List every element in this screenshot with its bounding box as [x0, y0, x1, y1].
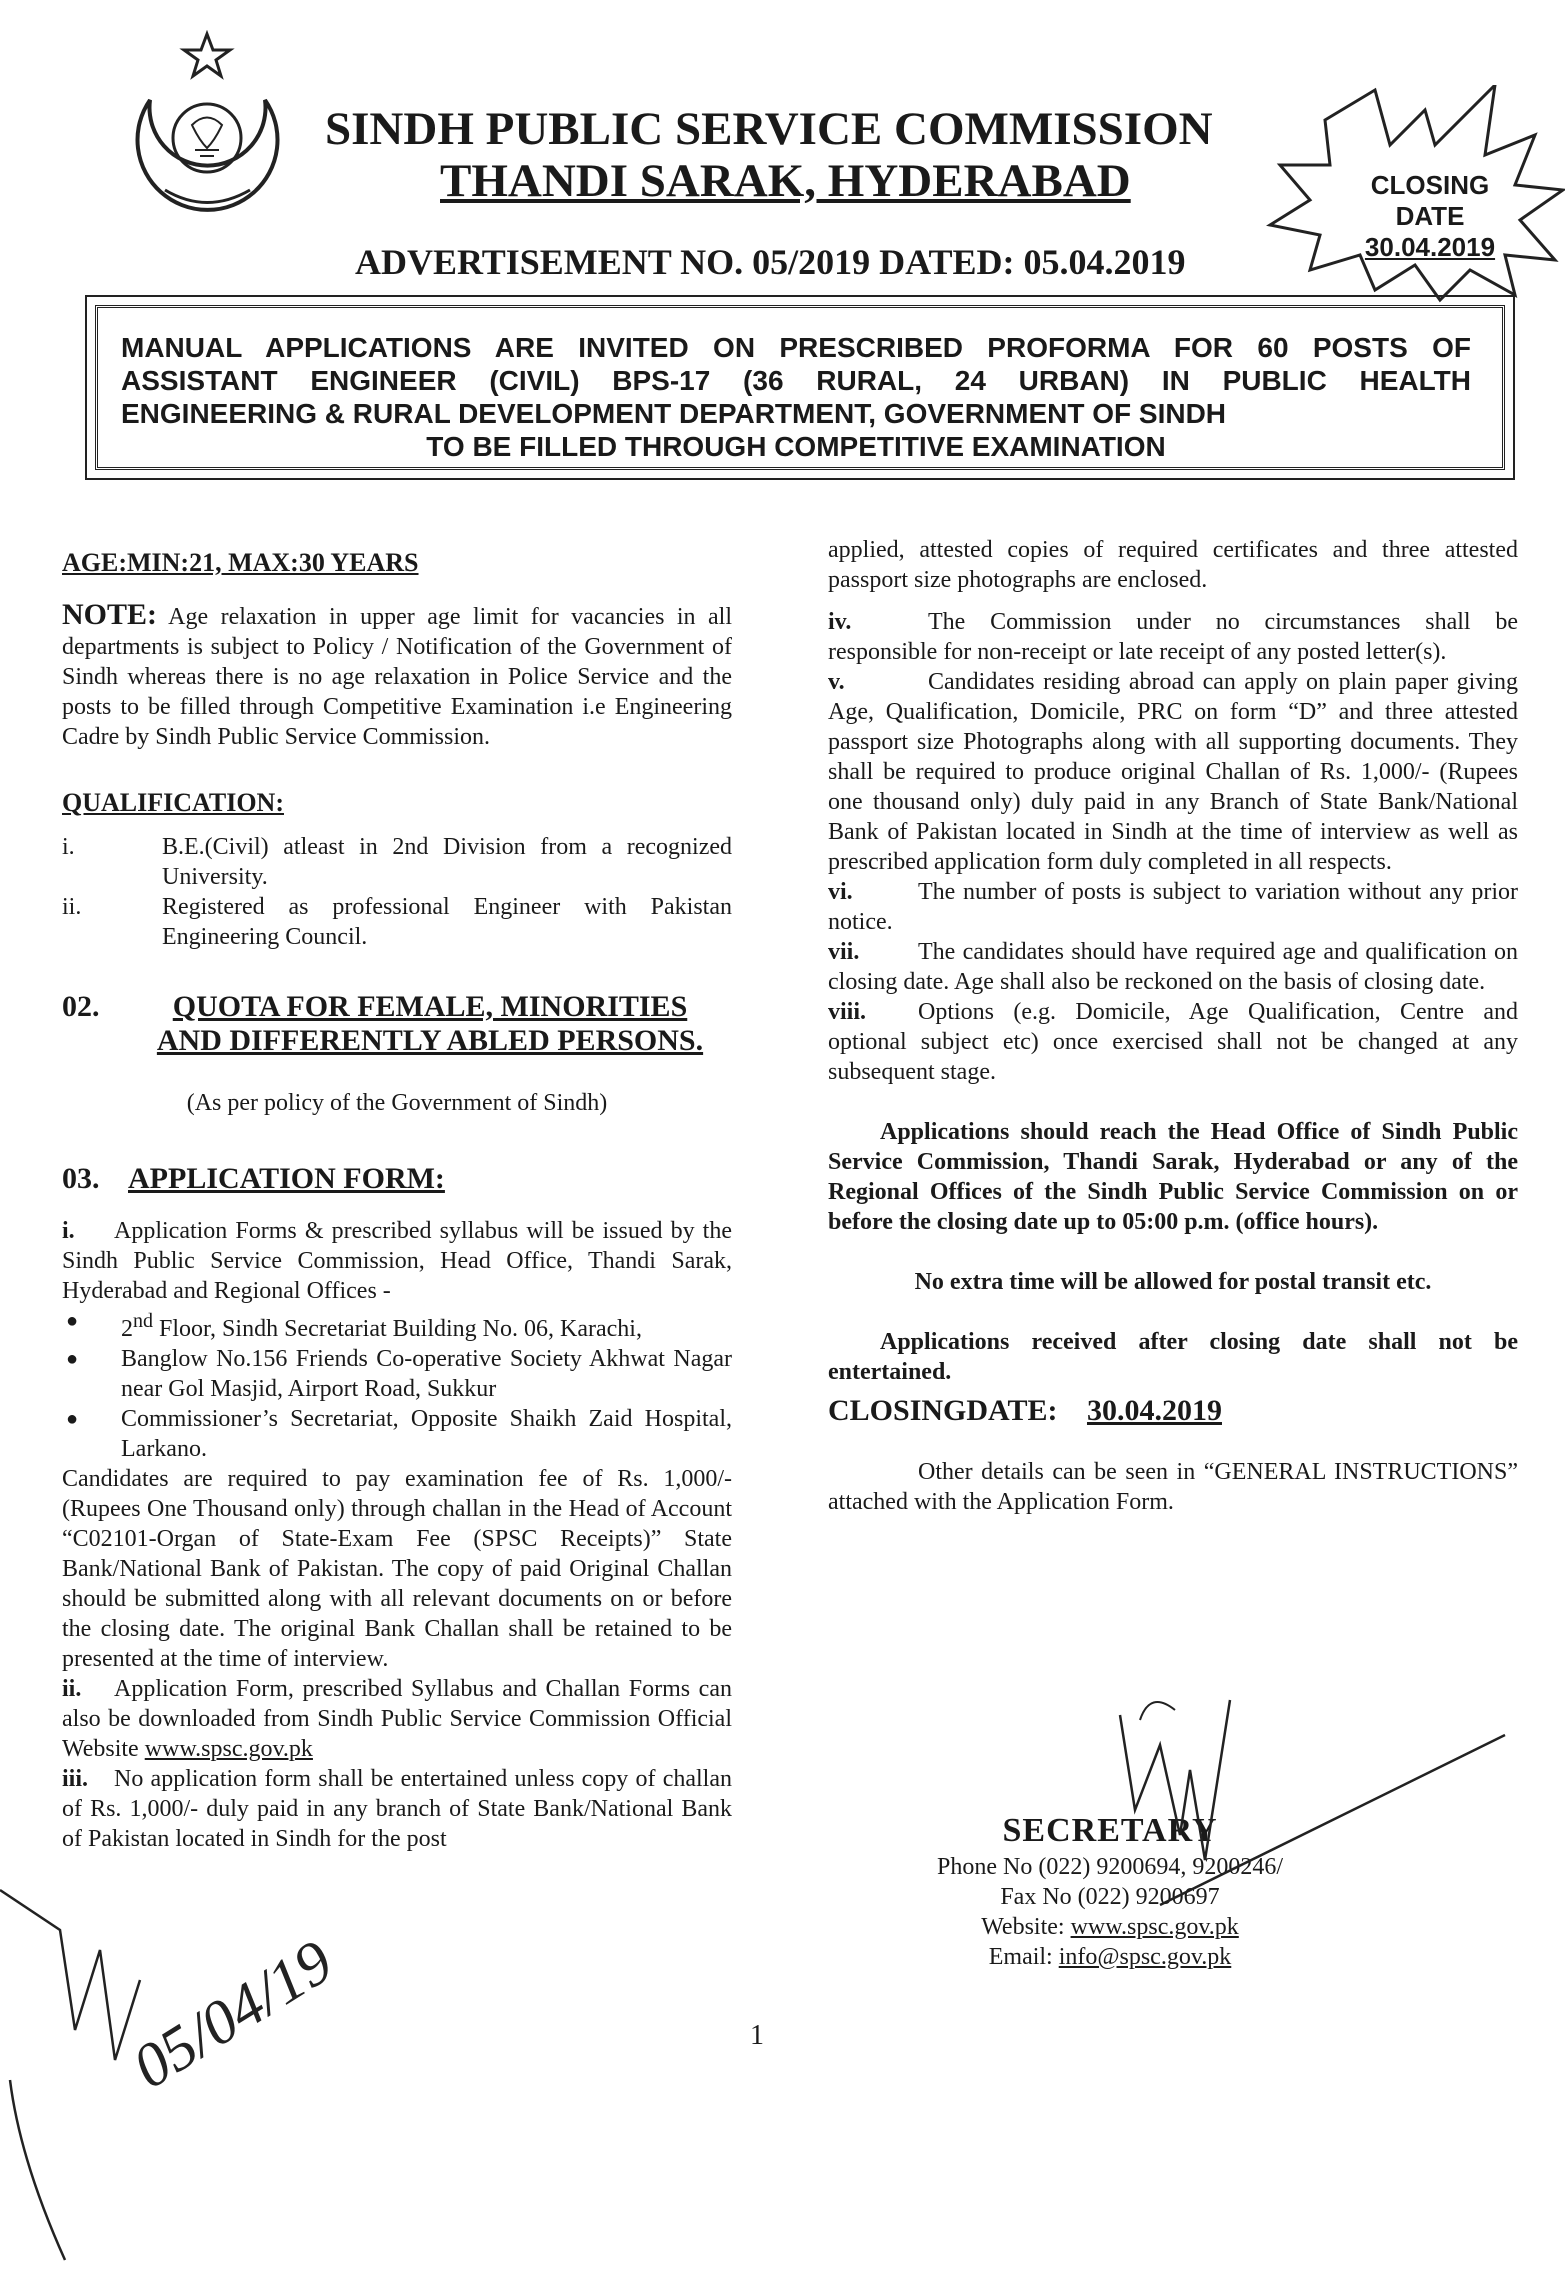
note-label: NOTE: [62, 598, 158, 631]
list-text: The number of posts is subject to variation without any prior notice. [828, 879, 1518, 935]
list-item [828, 997, 1518, 1087]
right-list [828, 607, 1518, 1087]
submission-notice: Applications should reach the Head Office of Sindh Public Service Commission, Thandi Sarak, Hyderabad or any of the Regional Offices of the Sindh Public Service Commission on or before the closing date up to 05:00 p.m. (office hours). [828, 1119, 1518, 1235]
list-number: i. [62, 834, 75, 860]
quota-number: 02. [62, 990, 100, 1023]
list-item [828, 607, 1518, 667]
closing-date-value: 30.04.2019 [1086, 1394, 1222, 1427]
office-text: 2nd Floor, Sindh Secretariat Building No. 06, Karachi, [121, 1310, 642, 1342]
list-item: ii. Application Form, prescribed Syllabus and Challan Forms can also be downloaded from Sindh Public Service Commission Official Website www.spsc.gov.pk [62, 1676, 732, 1762]
banner-text [121, 331, 1471, 463]
website-link[interactable]: www.spsc.gov.pk [144, 1736, 313, 1762]
list-text: The candidates should have required age and qualification on closing date. Age shall also be reckoned on the basis of closing date. [828, 939, 1518, 995]
list-text: No application form shall be entertained unless copy of challan of Rs. 1,000/- duly paid in any branch of State Bank/National Bank of Pakistan located in Sindh for the post [62, 1766, 732, 1852]
list-text: B.E.(Civil) atleast in 2nd Division from a recognized University. [162, 834, 732, 890]
phone-number: Phone No (022) 9200694, 9200246/ [937, 1854, 1283, 1880]
office-text: Banglow No.156 Friends Co-operative Society Akhwat Nagar near Gol Masjid, Airport Road, Sukkur [121, 1346, 732, 1402]
list-text: The Commission under no circumstances shall be responsible for non-receipt or late receipt of any posted letter(s). [828, 609, 1518, 665]
quota-heading-line2: AND DIFFERENTLY ABLED PERSONS. [156, 1024, 704, 1057]
closing-badge-text [1330, 170, 1530, 263]
banner-box [85, 295, 1515, 480]
list-number: ii. [62, 894, 82, 920]
closing-badge-date: 30.04.2019 [1364, 232, 1496, 262]
list-text: Application Form, prescribed Syllabus and Challan Forms can also be downloaded from Sindh Public Service Commission Official Website www.spsc.gov.pk [62, 1676, 732, 1762]
application-heading [62, 1162, 732, 1196]
handwritten-date-annotation [0, 1830, 420, 2270]
bullet-icon: ● [66, 1310, 79, 1332]
late-notice: Applications received after closing date shall not be entertained. [828, 1329, 1518, 1385]
other-details: Other details can be seen in “GENERAL INSTRUCTIONS” attached with the Application Form. [828, 1459, 1518, 1515]
application-heading-text: APPLICATION FORM: [128, 1162, 445, 1195]
office-item [62, 1404, 732, 1464]
page-number: 1 [750, 2020, 764, 2051]
signatory-title: SECRETARY [1002, 1812, 1218, 1849]
banner-line-1: MANUAL APPLICATIONS ARE INVITED ON PRESCRIBED PROFORMA FOR 60 POSTS OF [121, 332, 1471, 363]
office-item [62, 1306, 732, 1344]
list-item [62, 832, 732, 892]
list-number: vi. [828, 879, 853, 905]
list-item [828, 937, 1518, 997]
closing-date-line [828, 1393, 1518, 1429]
qualification-heading: QUALIFICATION: [62, 788, 284, 817]
bullet-icon: ● [66, 1348, 79, 1370]
list-item: i. Application Forms & prescribed syllabus will be issued by the Sindh Public Service Commission, Head Office, Thandi Sarak, Hyderabad and Regional Offices - [62, 1218, 732, 1304]
list-number: viii. [828, 999, 867, 1025]
list-item [828, 667, 1518, 877]
list-text: Candidates residing abroad can apply on plain paper giving Age, Qualification, Domicile, PRC on form “D” and three attested passport size Photographs along with all supporting documents. They shall be required to produce original Challan of Rs. 1,000/- (Rupees one thousand only) duly paid in any Branch of State Bank/National Bank of Pakistan located in Sindh at the time of interview as well as prescribed application form duly completed in all respects. [828, 669, 1518, 875]
banner-line-3: ENGINEERING & RURAL DEVELOPMENT DEPARTMENT, GOVERNMENT OF SINDH [121, 398, 1227, 429]
bullet-icon: ● [66, 1408, 79, 1430]
postal-notice: No extra time will be allowed for postal transit etc. [914, 1269, 1432, 1295]
list-text: Application Forms & prescribed syllabus will be issued by the Sindh Public Service Commission, Head Office, Thandi Sarak, Hyderabad and Regional Offices - [62, 1218, 732, 1304]
office-text: Commissioner’s Secretariat, Opposite Shaikh Zaid Hospital, Larkano. [121, 1406, 732, 1462]
qualification-list [62, 832, 732, 952]
closing-badge-line1: CLOSING [1370, 170, 1490, 200]
list-number: v. [828, 669, 845, 695]
continued-text: applied, attested copies of required certificates and three attested passport size photographs are enclosed. [828, 537, 1518, 593]
closing-badge-line2: DATE [1395, 201, 1465, 231]
note-text: Age relaxation in upper age limit for vacancies in all departments is subject to Policy / Notification of the Government of Sindh whereas there is no age relaxation in Police Service and the posts to be filled through Competitive Examination i.e Engineering Cadre by Sindh Public Service Commission. [62, 604, 732, 750]
list-item [828, 877, 1518, 937]
banner-line-4: TO BE FILLED THROUGH COMPETITIVE EXAMINATION [426, 431, 1166, 462]
website-line: Website: www.spsc.gov.pk [981, 1914, 1239, 1940]
quota-heading-line1: QUOTA FOR FEMALE, MINORITIES [172, 990, 688, 1023]
email-link[interactable]: info@spsc.gov.pk [1058, 1944, 1232, 1970]
list-text: Registered as professional Engineer with Pakistan Engineering Council. [162, 894, 732, 950]
quota-text: (As per policy of the Government of Sindh) [186, 1090, 608, 1116]
list-text: Options (e.g. Domicile, Age Qualification, Centre and optional subject etc) once exercised shall not be changed at any subsequent stage. [828, 999, 1518, 1085]
advertisement-number: ADVERTISEMENT NO. 05/2019 DATED: 05.04.2019 [355, 242, 1186, 282]
org-name: SINDH PUBLIC SERVICE COMMISSION [325, 103, 1213, 155]
age-limit: AGE:MIN:21, MAX:30 YEARS [62, 548, 419, 577]
quota-heading [62, 990, 732, 1058]
fee-paragraph: Candidates are required to pay examination fee of Rs. 1,000/- (Rupees One Thousand only) through challan in the Head of Account “C02101-Organ of State-Exam Fee (SPSC Receipts)” State Bank/National Bank of Pakistan. The copy of paid Original Challan should be submitted along with all relevant documents on or before the closing date. The original Bank Challan shall be retained to be presented at the time of interview. [62, 1466, 732, 1672]
email-line: Email: info@spsc.gov.pk [988, 1944, 1232, 1970]
fax-number: Fax No (022) 9200697 [1000, 1884, 1220, 1910]
note-paragraph [62, 600, 732, 752]
signature-stroke-line [1150, 1730, 1510, 1910]
website-link[interactable]: www.spsc.gov.pk [1070, 1914, 1239, 1940]
list-number: vii. [828, 939, 860, 965]
application-number: 03. [62, 1162, 100, 1195]
handwritten-date-text: 05/04/19 [121, 1927, 345, 2102]
closing-date-label: CLOSINGDATE: [828, 1394, 1058, 1427]
list-item [62, 892, 732, 952]
banner-line-2: ASSISTANT ENGINEER (CIVIL) BPS-17 (36 RURAL, 24 URBAN) IN PUBLIC HEALTH [121, 365, 1471, 396]
list-item: iii. No application form shall be entertained unless copy of challan of Rs. 1,000/- duly paid in any branch of State Bank/National Bank of Pakistan located in Sindh for the post [62, 1766, 732, 1852]
right-column [828, 535, 1518, 1517]
left-column [62, 548, 732, 1854]
list-number: iv. [828, 609, 852, 635]
office-item [62, 1344, 732, 1404]
org-address: THANDI SARAK, HYDERABAD [440, 155, 1131, 207]
emblem-logo [120, 30, 295, 220]
